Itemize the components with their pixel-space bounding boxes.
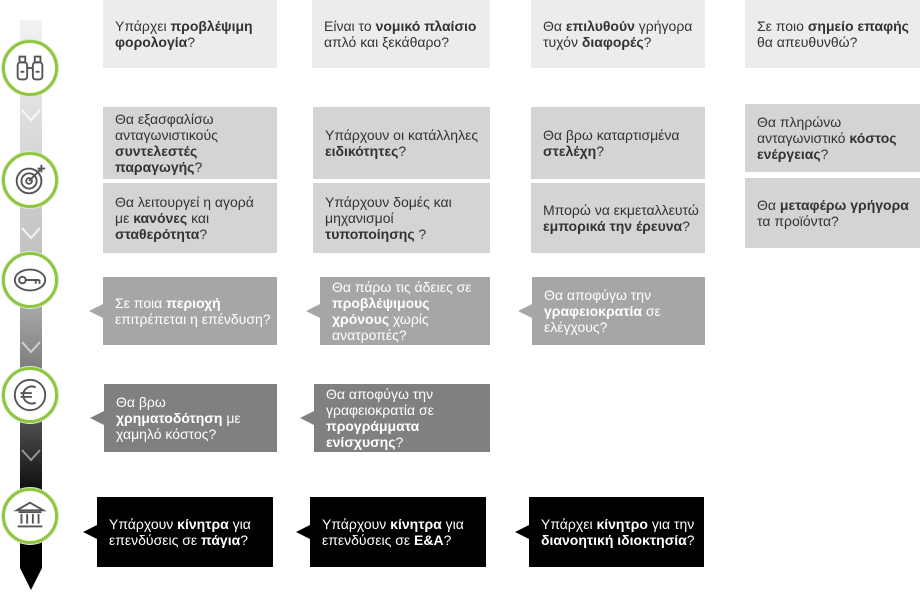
question-text: ?: [395, 434, 404, 450]
question-text: ?: [682, 218, 690, 234]
binoculars-icon: [2, 40, 58, 96]
question-box: [313, 183, 490, 253]
question-text: με χαμηλό κόστος?: [116, 410, 241, 442]
emphasis-text: περιοχή: [166, 295, 221, 311]
question-text: θα απευθυνθώ?: [757, 34, 858, 50]
question-box: [104, 384, 277, 452]
question-box: [103, 0, 277, 68]
question-text: για την: [647, 516, 695, 532]
key-icon: [2, 252, 58, 308]
emphasis-text: σταθερότητα: [115, 226, 200, 242]
emphasis-text: ειδικότητες: [325, 143, 399, 159]
emphasis-text: στελέχη: [543, 143, 597, 159]
emphasis-text: διανοητική ιδιοκτησία: [541, 532, 687, 548]
question-text: Θα λειτουργεί η αγορά με: [115, 194, 254, 226]
question-text: τα προϊόντα?: [757, 213, 839, 229]
emphasis-text: κίνητρα: [390, 516, 442, 532]
question-text: Σε ποια: [115, 295, 167, 311]
question-box: [313, 107, 490, 179]
question-text: Υπάρχουν: [109, 516, 178, 532]
question-text: Θα πληρώνω ανταγωνιστικό: [757, 114, 850, 146]
question-text: ?: [820, 146, 829, 162]
question-text: Θα βρω καταρτισμένα: [543, 127, 680, 143]
emphasis-text: κίνητρα: [177, 516, 229, 532]
question-text: Θα αποφύγω την: [544, 287, 652, 303]
question-box: [745, 178, 920, 248]
question-text: επιτρέπεται η επένδυση?: [115, 311, 271, 327]
question-text: ?: [240, 532, 249, 548]
question-text: Θα: [757, 197, 780, 213]
question-text: γρήγορα τυχόν: [543, 18, 693, 50]
question-box: [320, 277, 490, 345]
question-text: Θα βρω: [116, 394, 166, 410]
emphasis-text: εμπορικά την έρευνα: [543, 218, 683, 234]
question-text: Υπάρχει: [541, 516, 597, 532]
question-text: Είναι το: [324, 18, 376, 34]
question-text: ?: [187, 34, 196, 50]
emphasis-text: κανόνες: [133, 210, 188, 226]
question-box: [532, 277, 705, 345]
question-text: Θα πάρω τις άδειες σε: [332, 279, 472, 295]
emphasis-text: πάγια: [201, 532, 241, 548]
euro-icon: [2, 367, 58, 423]
question-text: Υπάρχουν δομές και μηχανισμοί: [325, 194, 452, 226]
question-box: [529, 497, 704, 567]
question-text: ?: [199, 226, 208, 242]
question-text: ?: [443, 532, 452, 548]
question-text: σε ελέγχους?: [544, 303, 661, 335]
question-box: [745, 104, 920, 172]
emphasis-text: νομικό πλαίσιο: [375, 18, 477, 34]
question-box: [103, 277, 277, 345]
emphasis-text: γραφειοκρατία: [544, 303, 642, 319]
emphasis-text: Ε&Α: [414, 532, 444, 548]
bank-icon: [2, 488, 58, 544]
question-text: Θα αποφύγω την γραφειοκρατία σε: [326, 386, 434, 418]
emphasis-text: τυποποίησης: [325, 226, 415, 242]
emphasis-text: προβλέψιμους χρόνους: [332, 295, 430, 327]
question-text: απλό και ξεκάθαρο?: [324, 34, 449, 50]
emphasis-text: χρηματοδότηση: [116, 410, 223, 426]
question-text: Υπάρχουν οι κατάλληλες: [325, 127, 479, 143]
question-text: Μπορώ να εκμεταλλευτώ: [543, 202, 699, 218]
question-text: Θα εξασφαλίσω ανταγωνιστικούς: [115, 111, 218, 143]
question-box: [310, 497, 486, 567]
emphasis-text: προβλέψιμη φορολογία: [115, 18, 253, 50]
question-text: Σε ποιο: [757, 18, 808, 34]
question-box: [531, 183, 705, 253]
question-text: ?: [686, 532, 695, 548]
question-text: Υπάρχει: [115, 18, 171, 34]
emphasis-text: προγράμματα ενίσχυσης: [326, 418, 420, 450]
question-box: [312, 0, 490, 68]
emphasis-text: συντελεστές παραγωγής: [115, 143, 198, 175]
emphasis-text: μεταφέρω γρήγορα: [779, 197, 909, 213]
question-box: [97, 497, 273, 567]
question-text: Υπάρχουν: [322, 516, 391, 532]
question-text: ?: [398, 143, 407, 159]
target-icon: [2, 152, 58, 208]
emphasis-text: κόστος ενέργειας: [757, 130, 897, 162]
emphasis-text: σημείο επαφής: [807, 18, 909, 34]
emphasis-text: κίνητρο: [596, 516, 648, 532]
question-text: ?: [643, 34, 652, 50]
question-text: και: [187, 210, 210, 226]
question-text: Θα: [543, 18, 566, 34]
question-text: για επενδύσεις σε: [109, 516, 251, 548]
emphasis-text: διαφορές: [581, 34, 644, 50]
question-box: [745, 0, 920, 68]
question-text: ?: [414, 226, 427, 242]
question-text: ?: [194, 159, 203, 175]
question-box: [531, 107, 705, 179]
question-box: [314, 384, 490, 452]
question-box: [103, 107, 277, 179]
question-text: ?: [596, 143, 604, 159]
emphasis-text: επιλυθούν: [565, 18, 635, 34]
question-text: για επενδύσεις σε: [322, 516, 464, 548]
question-text: χωρίς ανατροπές?: [332, 311, 429, 343]
question-box: [531, 0, 705, 68]
question-box: [103, 183, 277, 253]
